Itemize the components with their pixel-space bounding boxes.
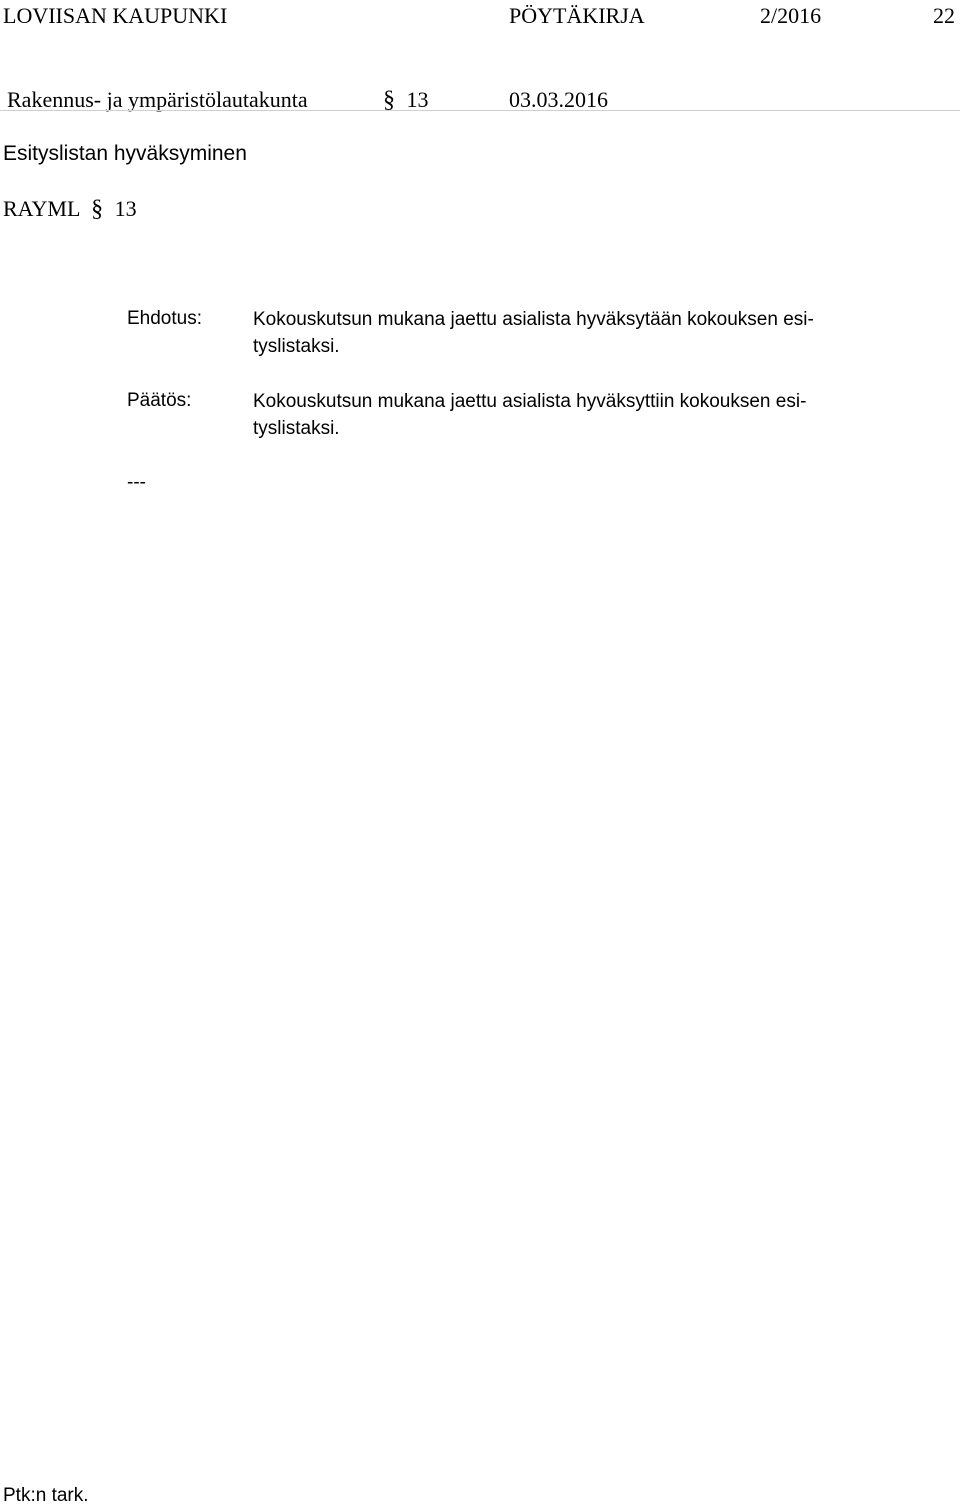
decision-line: Kokouskutsun mukana jaettu asialista hyväksyttiin kokouksen esi- (253, 391, 807, 412)
header-divider (0, 110, 960, 111)
committee-name: Rakennus- ja ympäristölautakunta (7, 87, 308, 112)
document-type: PÖYTÄKIRJA (509, 3, 645, 28)
organization-name: LOVIISAN KAUPUNKI (3, 3, 228, 28)
section-number: 13 (406, 87, 429, 112)
proposal-line: tyslistaksi. (253, 336, 340, 357)
page-number: 22 (933, 3, 955, 28)
reference-prefix: RAYML (3, 196, 80, 221)
decision-text (253, 388, 933, 442)
item-reference (3, 196, 137, 223)
minutes-checked-label: Ptk:n tark. (3, 1485, 89, 1506)
reference-symbol: § (91, 196, 104, 222)
proposal-line: Kokouskutsun mukana jaettu asialista hyväksytään kokouksen esi- (253, 309, 814, 330)
decision-line: tyslistaksi. (253, 418, 340, 439)
meeting-date: 03.03.2016 (509, 87, 608, 112)
issue-number: 2/2016 (760, 3, 822, 28)
proposal-label: Ehdotus: (127, 308, 202, 329)
reference-number: 13 (114, 196, 137, 221)
decision-label: Päätös: (127, 390, 192, 411)
item-title: Esityslistan hyväksyminen (3, 142, 247, 165)
section-symbol: § (383, 87, 395, 113)
proposal-text (253, 306, 933, 360)
end-separator: --- (127, 472, 146, 493)
